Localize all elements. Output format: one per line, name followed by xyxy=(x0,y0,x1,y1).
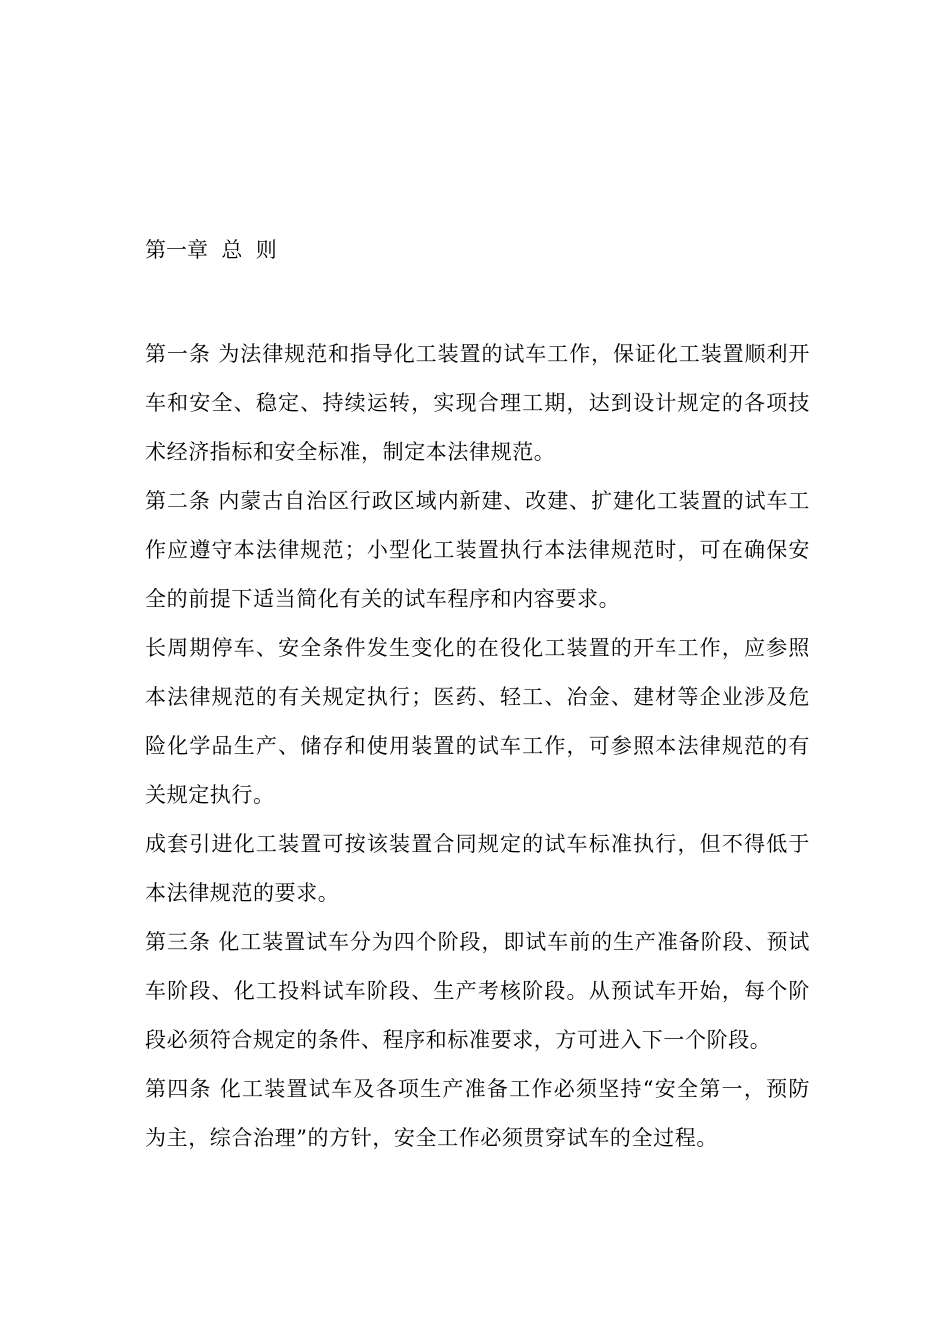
article-3-paragraph: 第三条 化工装置试车分为四个阶段，即试车前的生产准备阶段、预试车阶段、化工投料试车阶段、生产考核阶段。从预试车开始，每个阶段必须符合规定的条件、程序和标准要求，方可进入下一个阶段。 xyxy=(145,930,810,1052)
chapter-heading: 第一章 总 则 xyxy=(145,238,277,262)
article-4-paragraph: 第四条 化工装置试车及各项生产准备工作必须坚持“安全第一，预防为主，综合治理”的方针，安全工作必须贯穿试车的全过程。 xyxy=(145,1077,810,1150)
article-2-paragraph: 第二条 内蒙古自治区行政区域内新建、改建、扩建化工装置的试车工作应遵守本法律规范；小型化工装置执行本法律规范时，可在确保安全的前提下适当简化有关的试车程序和内容要求。 xyxy=(145,489,810,611)
article-2-supplement-paragraph: 长周期停车、安全条件发生变化的在役化工装置的开车工作，应参照本法律规范的有关规定执行；医药、轻工、冶金、建材等企业涉及危险化学品生产、储存和使用装置的试车工作，可参照本法律规范的有关规定执行。 xyxy=(145,636,810,807)
imported-equipment-paragraph: 成套引进化工装置可按该装置合同规定的试车标准执行，但不得低于本法律规范的要求。 xyxy=(145,832,810,905)
article-1-paragraph: 第一条 为法律规范和指导化工装置的试车工作，保证化工装置顺利开车和安全、稳定、持续运转，实现合理工期，达到设计规定的各项技术经济指标和安全标准，制定本法律规范。 xyxy=(145,342,810,464)
regulation-body xyxy=(145,330,810,1163)
